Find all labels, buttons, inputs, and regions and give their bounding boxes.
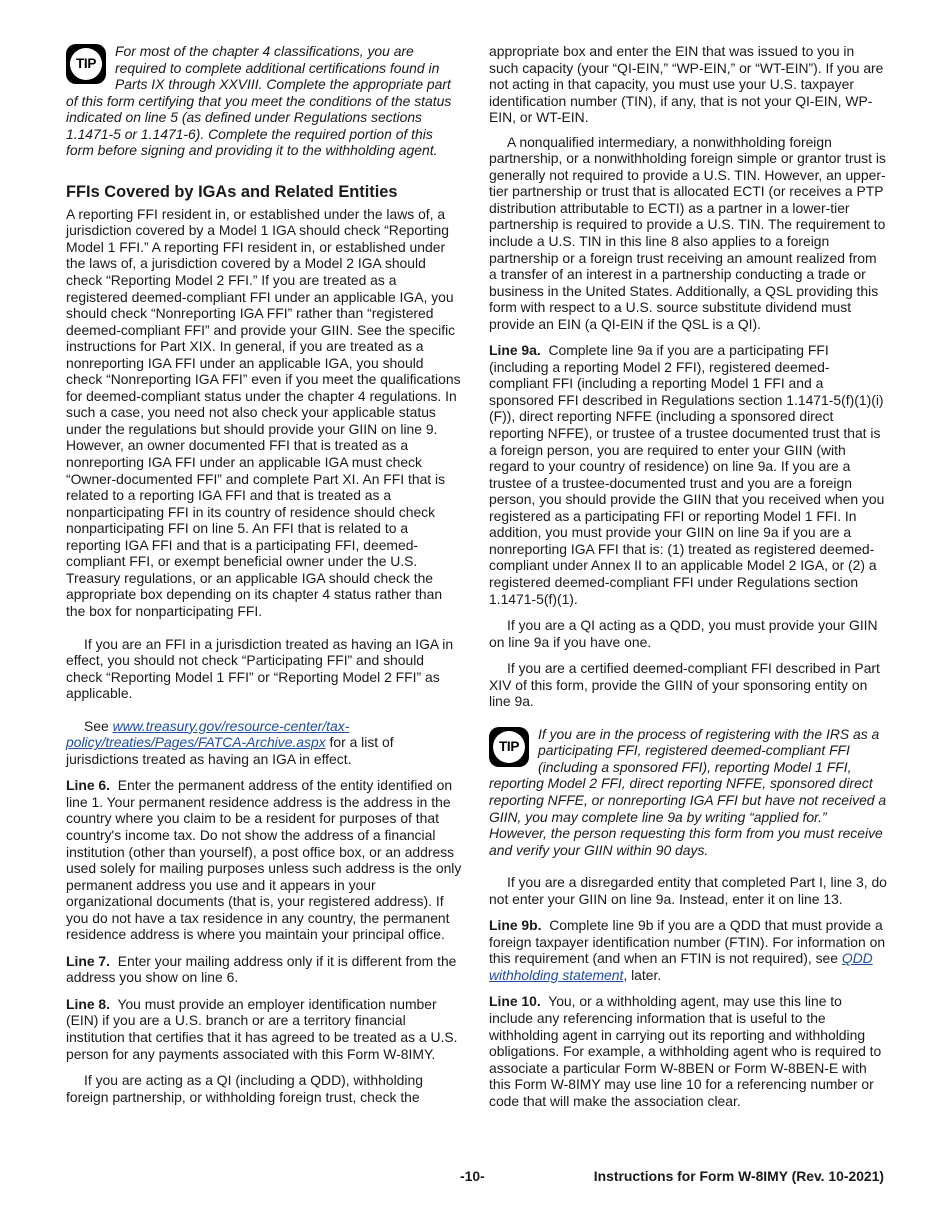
tip-box <box>489 726 887 858</box>
right-column <box>489 43 887 1119</box>
qdd-statement-link[interactable]: QDD withholding statement <box>489 950 873 983</box>
line-label: Line 9a. <box>489 342 541 359</box>
line-9b-paragraph: Line 9b. Complete line 9b if you are a QDD that must provide a foreign taxpayer identification number (FTIN). For information on this requirement (and when an FTIN is not required), see QDD withholding statement, later. <box>489 917 886 983</box>
paragraph: See www.treasury.gov/resource-center/tax-policy/treaties/Pages/FATCA-Archive.aspx for a list of jurisdictions treated as having an IGA in effect. <box>66 717 394 767</box>
line-label: Line 10. <box>489 993 541 1010</box>
left-column <box>66 43 462 1115</box>
line-label: Line 7. <box>66 952 110 969</box>
tip-icon: TIP <box>489 727 529 767</box>
line-7-paragraph: Line 7. Enter your mailing address only if it is different from the address you show on line 6. <box>66 952 457 986</box>
line-label: Line 8. <box>66 995 110 1012</box>
paragraph: If you are a disregarded entity that completed Part I, line 3, do not enter your GIIN on line 9a. Instead, enter it on line 13. <box>489 874 887 907</box>
paragraph: A reporting FFI resident in, or established under the laws of, a jurisdiction covered by a Model 1 IGA should check “Reporting Model 1 FFI.” A reporting FFI resident in, or established under the laws of, a jurisdiction covered by a Model 2 IGA should check “Reporting Model 2 FFI.” If you are treated as a registered deemed-compliant FFI under an applicable IGA, you should check “Nonreporting IGA FFI” rather than “registered deemed-compliant FFI” and provide your GIIN. See the specific instructions for Part XIX. In general, if you are treated as a nonreporting IGA FFI under an applicable IGA, you should check “Nonreporting IGA FFI” even if you meet the qualifications for deemed-compliant status under the chapter 4 regulations. In such a case, you need not also check your applicable status under the regulations but should provide your GIIN on line 9. However, an owner documented FFI that is treated as a nonreporting IGA FFI under an applicable IGA must check “Owner-documented FFI” and complete Part XI. An FFI that is related to a reporting IGA FFI and that is treated as a nonparticipating FFI in its country of residence should check nonparticipating FFI on line 5. An FFI that is related to a reporting IGA FFI and that is a participating FFI, deemed-compliant FFI, or exempt beneficial owner under the U.S. Treasury regulations, or an applicable IGA should check the appropriate box depending on its chapter 4 status rather than the box for nonparticipating FFI. <box>66 205 461 619</box>
page-number: -10- <box>460 1168 485 1184</box>
treasury-link[interactable]: www.treasury.gov/resource-center/tax-policy/treaties/Pages/FATCA-Archive.aspx <box>66 717 350 751</box>
line-9a-paragraph: Line 9a. Complete line 9a if you are a participating FFI (including a reporting Model 2 FFI), registered deemed-compliant FFI (including a reporting Model 1 FFI and a sponsored FFI described in Regulations section 1.1471-5(f)(1)(i)(F)), direct reporting NFFE (including a sponsored direct reporting NFFE), or trustee of a trustee documented trust that is a foreign person, you are required to enter your GIIN (with regard to your country of residence) on line 9a. If you are a trustee of a trustee-documented trust and you are a foreign person, you should provide the GIIN that you received when you registered as a participating FFI or reporting Model 1 FFI. In addition, you must provide your GIIN on line 9a if you are a nonreporting IGA FFI that is: (1) treated as registered deemed-compliant under Annex II to an applicable Model 2 IGA, or (2) a registered deemed-compliant FFI under Regulations section 1.1471-5(f)(1). <box>489 342 885 607</box>
line-10-paragraph: Line 10. You, or a withholding agent, may use this line to include any referencing information that is useful to the withholding agent in carrying out its reporting and withholding obligations. For example, a withholding agent who is required to associate a particular Form W-8BEN or Form W-8BEN-E with this Form W-8IMY may use line 10 for a referencing number or code that will make the association clear. <box>489 993 882 1109</box>
line-8-paragraph: Line 8. You must provide an employer identification number (EIN) if you are a U.S. branch or are a territory financial institution that certifies that it has agreed to be treated as a U.S. person for any payments associated with this Form W-8IMY. <box>66 995 458 1062</box>
form-title: Instructions for Form W-8IMY (Rev. 10-2021) <box>593 1168 884 1184</box>
paragraph: If you are a QI acting as a QDD, you must provide your GIIN on line 9a if you have one. <box>489 617 878 650</box>
line-label: Line 9b. <box>489 917 542 934</box>
paragraph: appropriate box and enter the EIN that was issued to you in such capacity (your “QI-EIN,” “WP-EIN,” or “WT-EIN”). If you are not acting in that capacity, you must use your U.S. taxpayer identification number (TIN), if any, that is not your QI-EIN, WP-EIN, or WT-EIN. <box>489 43 884 126</box>
tip-text: For most of the chapter 4 classifications, you are required to complete additional certifications found in Parts IX through XXVIII. Complete the appropriate part of this form certifying that you meet the conditions of the status indicated on line 5 (as defined under Regulations sections 1.1471-5 or 1.1471-6). Complete the required portion of this form before signing and providing it to the withholding agent. <box>66 43 452 159</box>
tip-box <box>66 43 462 159</box>
line-6-paragraph: Line 6. Enter the permanent address of the entity identified on line 1. Your permanent residence address is the address in the country where you claim to be a resident for purposes of that country's income tax. Do not show the address of a financial institution (other than yourself), a post office box, or an address used solely for mailing purposes unless such address is the only permanent address you use and it appears in your organizational documents (that is, your registered address). If you do not have a tax residence in any country, the permanent residence address is where you maintain your principal office. <box>66 777 462 943</box>
paragraph: If you are a certified deemed-compliant FFI described in Part XIV of this form, provide the GIIN of your sponsoring entity on line 9a. <box>489 660 880 710</box>
tip-text: If you are in the process of registering with the IRS as a participating FFI, registered deemed-compliant FFI (including a sponsored FFI), reporting Model 1 FFI, reporting Model 2 FFI, direct reporting NFFE, sponsored direct reporting NFFE, or nonreporting IGA FFI but have not received a GIIN, you may complete line 9a by writing “applied for.” However, the person requesting this form from you must receive and verify your GIIN within 90 days. <box>489 725 887 858</box>
tip-icon: TIP <box>66 44 106 84</box>
section-heading: FFIs Covered by IGAs and Related Entities <box>66 182 398 201</box>
page-footer <box>0 1168 950 1188</box>
paragraph: If you are an FFI in a jurisdiction treated as having an IGA in effect, you should not check “Participating FFI” and should check “Reporting Model 1 FFI” or “Reporting Model 2 FFI” as applicable. <box>66 635 454 702</box>
paragraph: If you are acting as a QI (including a QDD), withholding foreign partnership, or withholding foreign trust, check the <box>66 1072 423 1105</box>
paragraph: A nonqualified intermediary, a nonwithholding foreign partnership, or a nonwithholding foreign simple or grantor trust is generally not required to provide a U.S. TIN. However, an upper-tier partnership or trust that is allocated ECTI (or receives a PTP distribution attributable to ECTI) as a partner in a lower-tier partnership is required to provide a U.S. TIN. The requirement to include a U.S. TIN in this line 8 also applies to a foreign partnership or a foreign trust receiving an amount realized from a transfer of an interest in a partnership conducting a trade or business in the United States. Additionally, a QSL providing this form with respect to a U.S. source substitute dividend must provide an EIN (a QI-EIN if the QSL is a QI). <box>489 133 886 332</box>
line-label: Line 6. <box>66 777 110 794</box>
